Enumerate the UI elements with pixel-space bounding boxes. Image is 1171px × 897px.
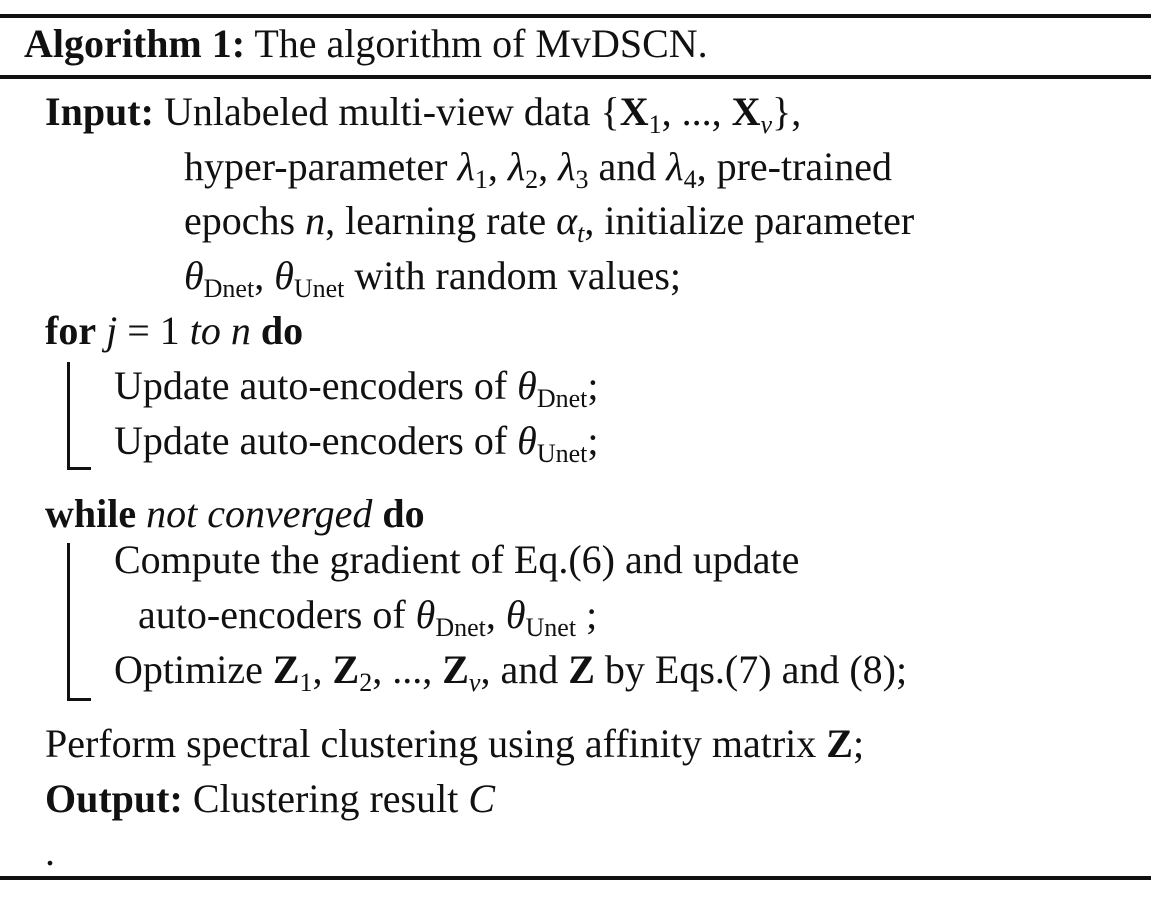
bottom-rule [0,876,1151,880]
input-label: Input: [45,89,154,134]
input-line-1 [45,88,802,139]
while-block-bar [67,543,70,701]
for-block-bar [67,362,70,470]
while-body-line-1: Compute the gradient of Eq.(6) and update [114,537,800,582]
for-block-foot [67,467,91,470]
while-block-foot [67,698,91,701]
algorithm-header [24,20,708,68]
output-label: Output: [45,776,183,821]
data-set-math: {$X_1$, ..., $X_v$}, [600,89,802,139]
input-line-2: hyper-parameter $\lambda_1$, $\lambda_2$, $\lambda_3$ and $\lambda_4$, pre-trained [184,144,893,194]
algorithm-number: Algorithm 1: [24,21,246,66]
header-rule [0,75,1151,79]
output-line: Output: Clustering result C [45,776,496,821]
for-body-line-2: Update auto-encoders of $\theta_{Unet}$; [114,418,599,468]
while-body-line-3: Optimize $Z_1$, $Z_2$, ..., $Z_v$, and Z by Eqs.(7) and (8); [114,647,908,697]
while-loop-header: while not converged do [45,491,425,536]
while-body-line-2: auto-encoders of $\theta_{Dnet}$, $\theta_{Unet}$ ; [138,592,598,642]
spectral-clustering-line: Perform spectral clustering using affinity matrix Z; [45,721,865,766]
for-loop-header: for j = 1 to n do [45,308,304,353]
algorithm-title: The algorithm of MvDSCN. [254,21,708,66]
input-text-1: Unlabeled multi-view data [163,89,591,134]
input-line-3: epochs n, learning rate $\alpha_t$, initialize parameter [184,198,915,248]
input-line-4: $\theta_{Dnet}$, $\theta_{Unet}$ with random values; [184,253,682,303]
top-rule [0,14,1151,18]
trailing-dot: . [45,829,55,874]
for-body-line-1: Update auto-encoders of $\theta_{Dnet}$; [114,363,599,413]
